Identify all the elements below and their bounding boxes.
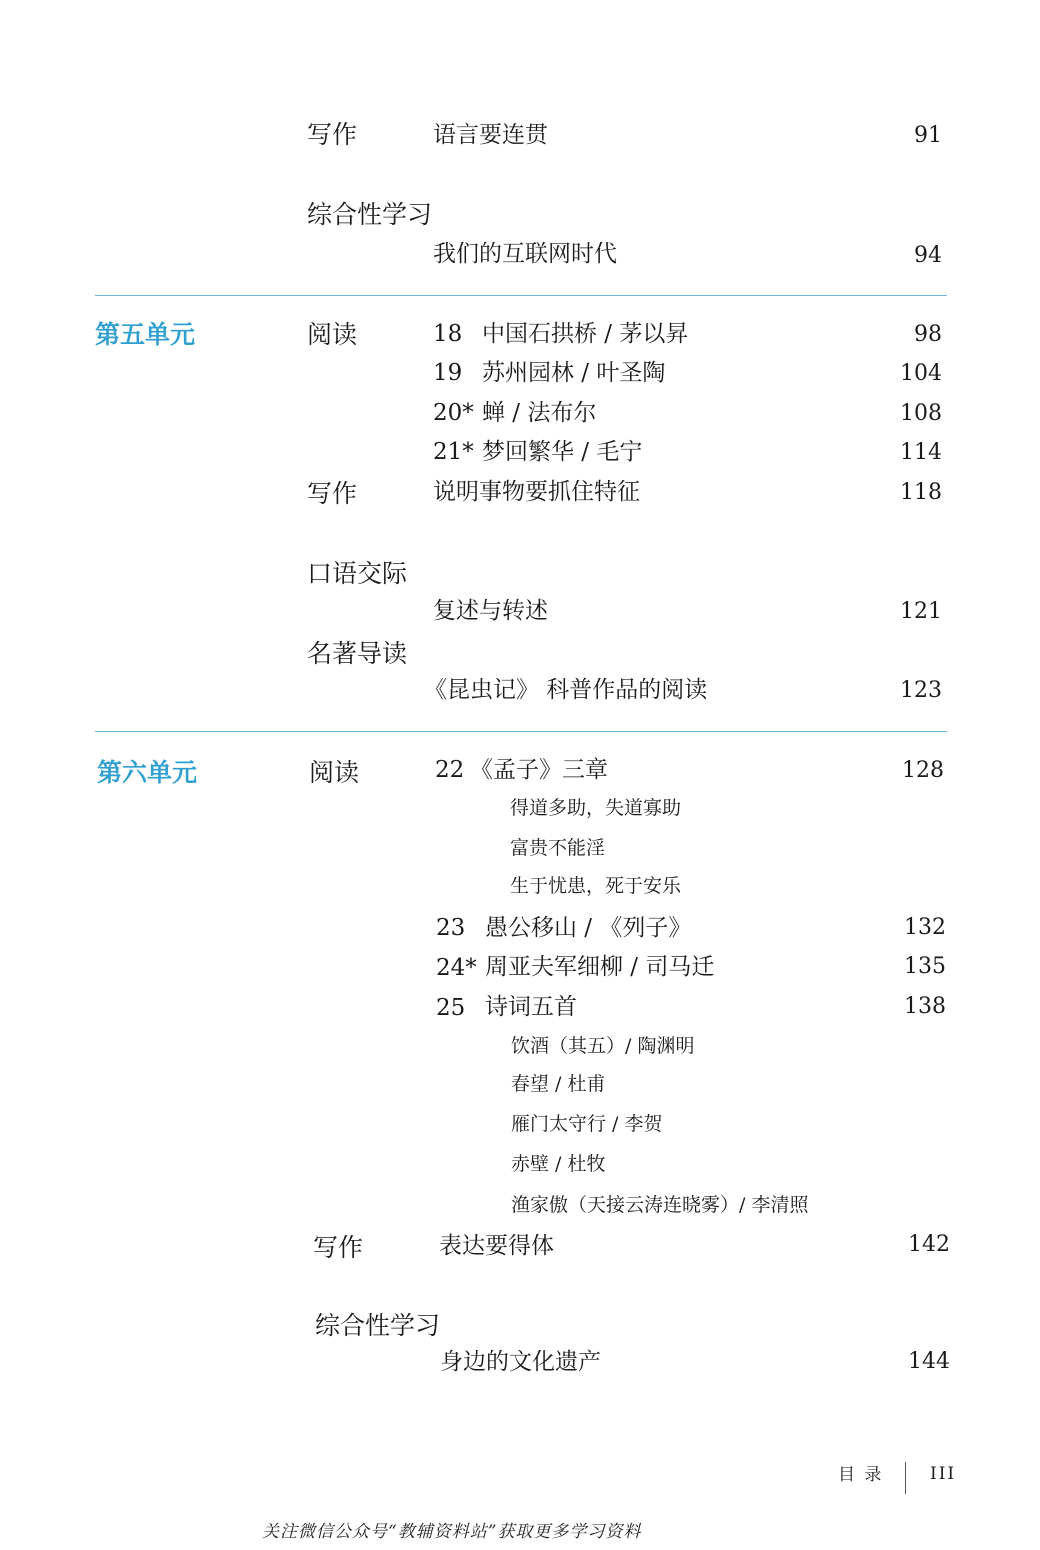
sub-entry[interactable]: 生于忧患，死于安乐 <box>510 875 682 897</box>
page-number: 104 <box>900 361 942 386</box>
lesson-number: 18 <box>433 321 463 347</box>
lesson-title[interactable]: 诗词五首 <box>485 994 577 1020</box>
lesson-title[interactable]: 中国石拱桥 / 茅以昇 <box>482 321 689 347</box>
footnote-promo: 关注微信公众号“教辅资料站”获取更多学习资料 <box>262 1522 642 1542</box>
page-number: 121 <box>900 599 942 624</box>
unit-divider <box>95 731 947 732</box>
section-writing-label: 写作 <box>313 1233 364 1262</box>
section-study-label: 综合性学习 <box>315 1311 441 1340</box>
page-number: 135 <box>904 954 946 979</box>
entry-title[interactable]: 语言要连贯 <box>433 122 548 148</box>
entry-title[interactable]: 表达要得体 <box>439 1233 554 1259</box>
lesson-number: 22 <box>435 757 465 783</box>
footer-page-number: III <box>930 1464 957 1484</box>
page-number: 118 <box>900 480 942 505</box>
lesson-number: 23 <box>436 915 466 941</box>
lesson-title[interactable]: 愚公移山 / 《列子》 <box>485 915 692 941</box>
section-oral-label: 口语交际 <box>307 559 408 588</box>
lesson-number: 19 <box>433 360 463 386</box>
lesson-number: 25 <box>436 995 466 1021</box>
page-number: 98 <box>914 322 942 347</box>
entry-title[interactable]: 复述与转述 <box>433 598 548 624</box>
lesson-title[interactable]: 周亚夫军细柳 / 司马迁 <box>485 954 715 980</box>
page-number: 128 <box>902 758 944 783</box>
page-number: 94 <box>914 243 942 268</box>
entry-title[interactable]: 我们的互联网时代 <box>433 241 617 267</box>
unit-divider <box>95 295 947 296</box>
section-classics-label: 名著导读 <box>307 639 408 668</box>
lesson-number: 20* <box>433 400 474 426</box>
lesson-title[interactable]: 苏州园林 / 叶圣陶 <box>482 360 666 386</box>
lesson-title[interactable]: 蝉 / 法布尔 <box>482 400 597 426</box>
sub-entry[interactable]: 赤壁 / 杜牧 <box>511 1153 606 1175</box>
lesson-number: 24* <box>436 955 477 981</box>
section-reading-label: 阅读 <box>309 758 360 787</box>
unit6-label: 第六单元 <box>97 758 198 787</box>
sub-entry[interactable]: 饮酒（其五）/ 陶渊明 <box>511 1035 695 1057</box>
entry-title[interactable]: 身边的文化遗产 <box>440 1349 601 1375</box>
page-number: 91 <box>914 123 942 148</box>
page-number: 123 <box>900 678 942 703</box>
entry-title[interactable]: 说明事物要抓住特征 <box>433 479 640 505</box>
page-number: 144 <box>908 1349 950 1374</box>
entry-title[interactable]: 《昆虫记》 科普作品的阅读 <box>424 677 708 703</box>
sub-entry[interactable]: 春望 / 杜甫 <box>511 1073 606 1095</box>
footer-toc-label: 目 录 <box>838 1465 884 1485</box>
footer-separator <box>905 1462 906 1494</box>
page-number: 138 <box>904 994 946 1019</box>
page-number: 142 <box>908 1232 950 1257</box>
sub-entry[interactable]: 富贵不能淫 <box>510 837 606 859</box>
lesson-title[interactable]: 《孟子》三章 <box>470 757 608 783</box>
unit5-label: 第五单元 <box>95 320 196 349</box>
lesson-number: 21* <box>433 439 474 465</box>
section-writing-label: 写作 <box>307 120 358 149</box>
page-number: 108 <box>900 401 942 426</box>
page-number: 132 <box>904 915 946 940</box>
sub-entry[interactable]: 得道多助，失道寡助 <box>510 797 682 819</box>
section-reading-label: 阅读 <box>307 320 358 349</box>
lesson-title[interactable]: 梦回繁华 / 毛宁 <box>482 439 643 465</box>
page-number: 114 <box>900 440 942 465</box>
sub-entry[interactable]: 雁门太守行 / 李贺 <box>511 1113 663 1135</box>
section-writing-label: 写作 <box>307 479 358 508</box>
section-study-label: 综合性学习 <box>307 200 433 229</box>
sub-entry[interactable]: 渔家傲（天接云涛连晓雾）/ 李清照 <box>511 1194 809 1216</box>
